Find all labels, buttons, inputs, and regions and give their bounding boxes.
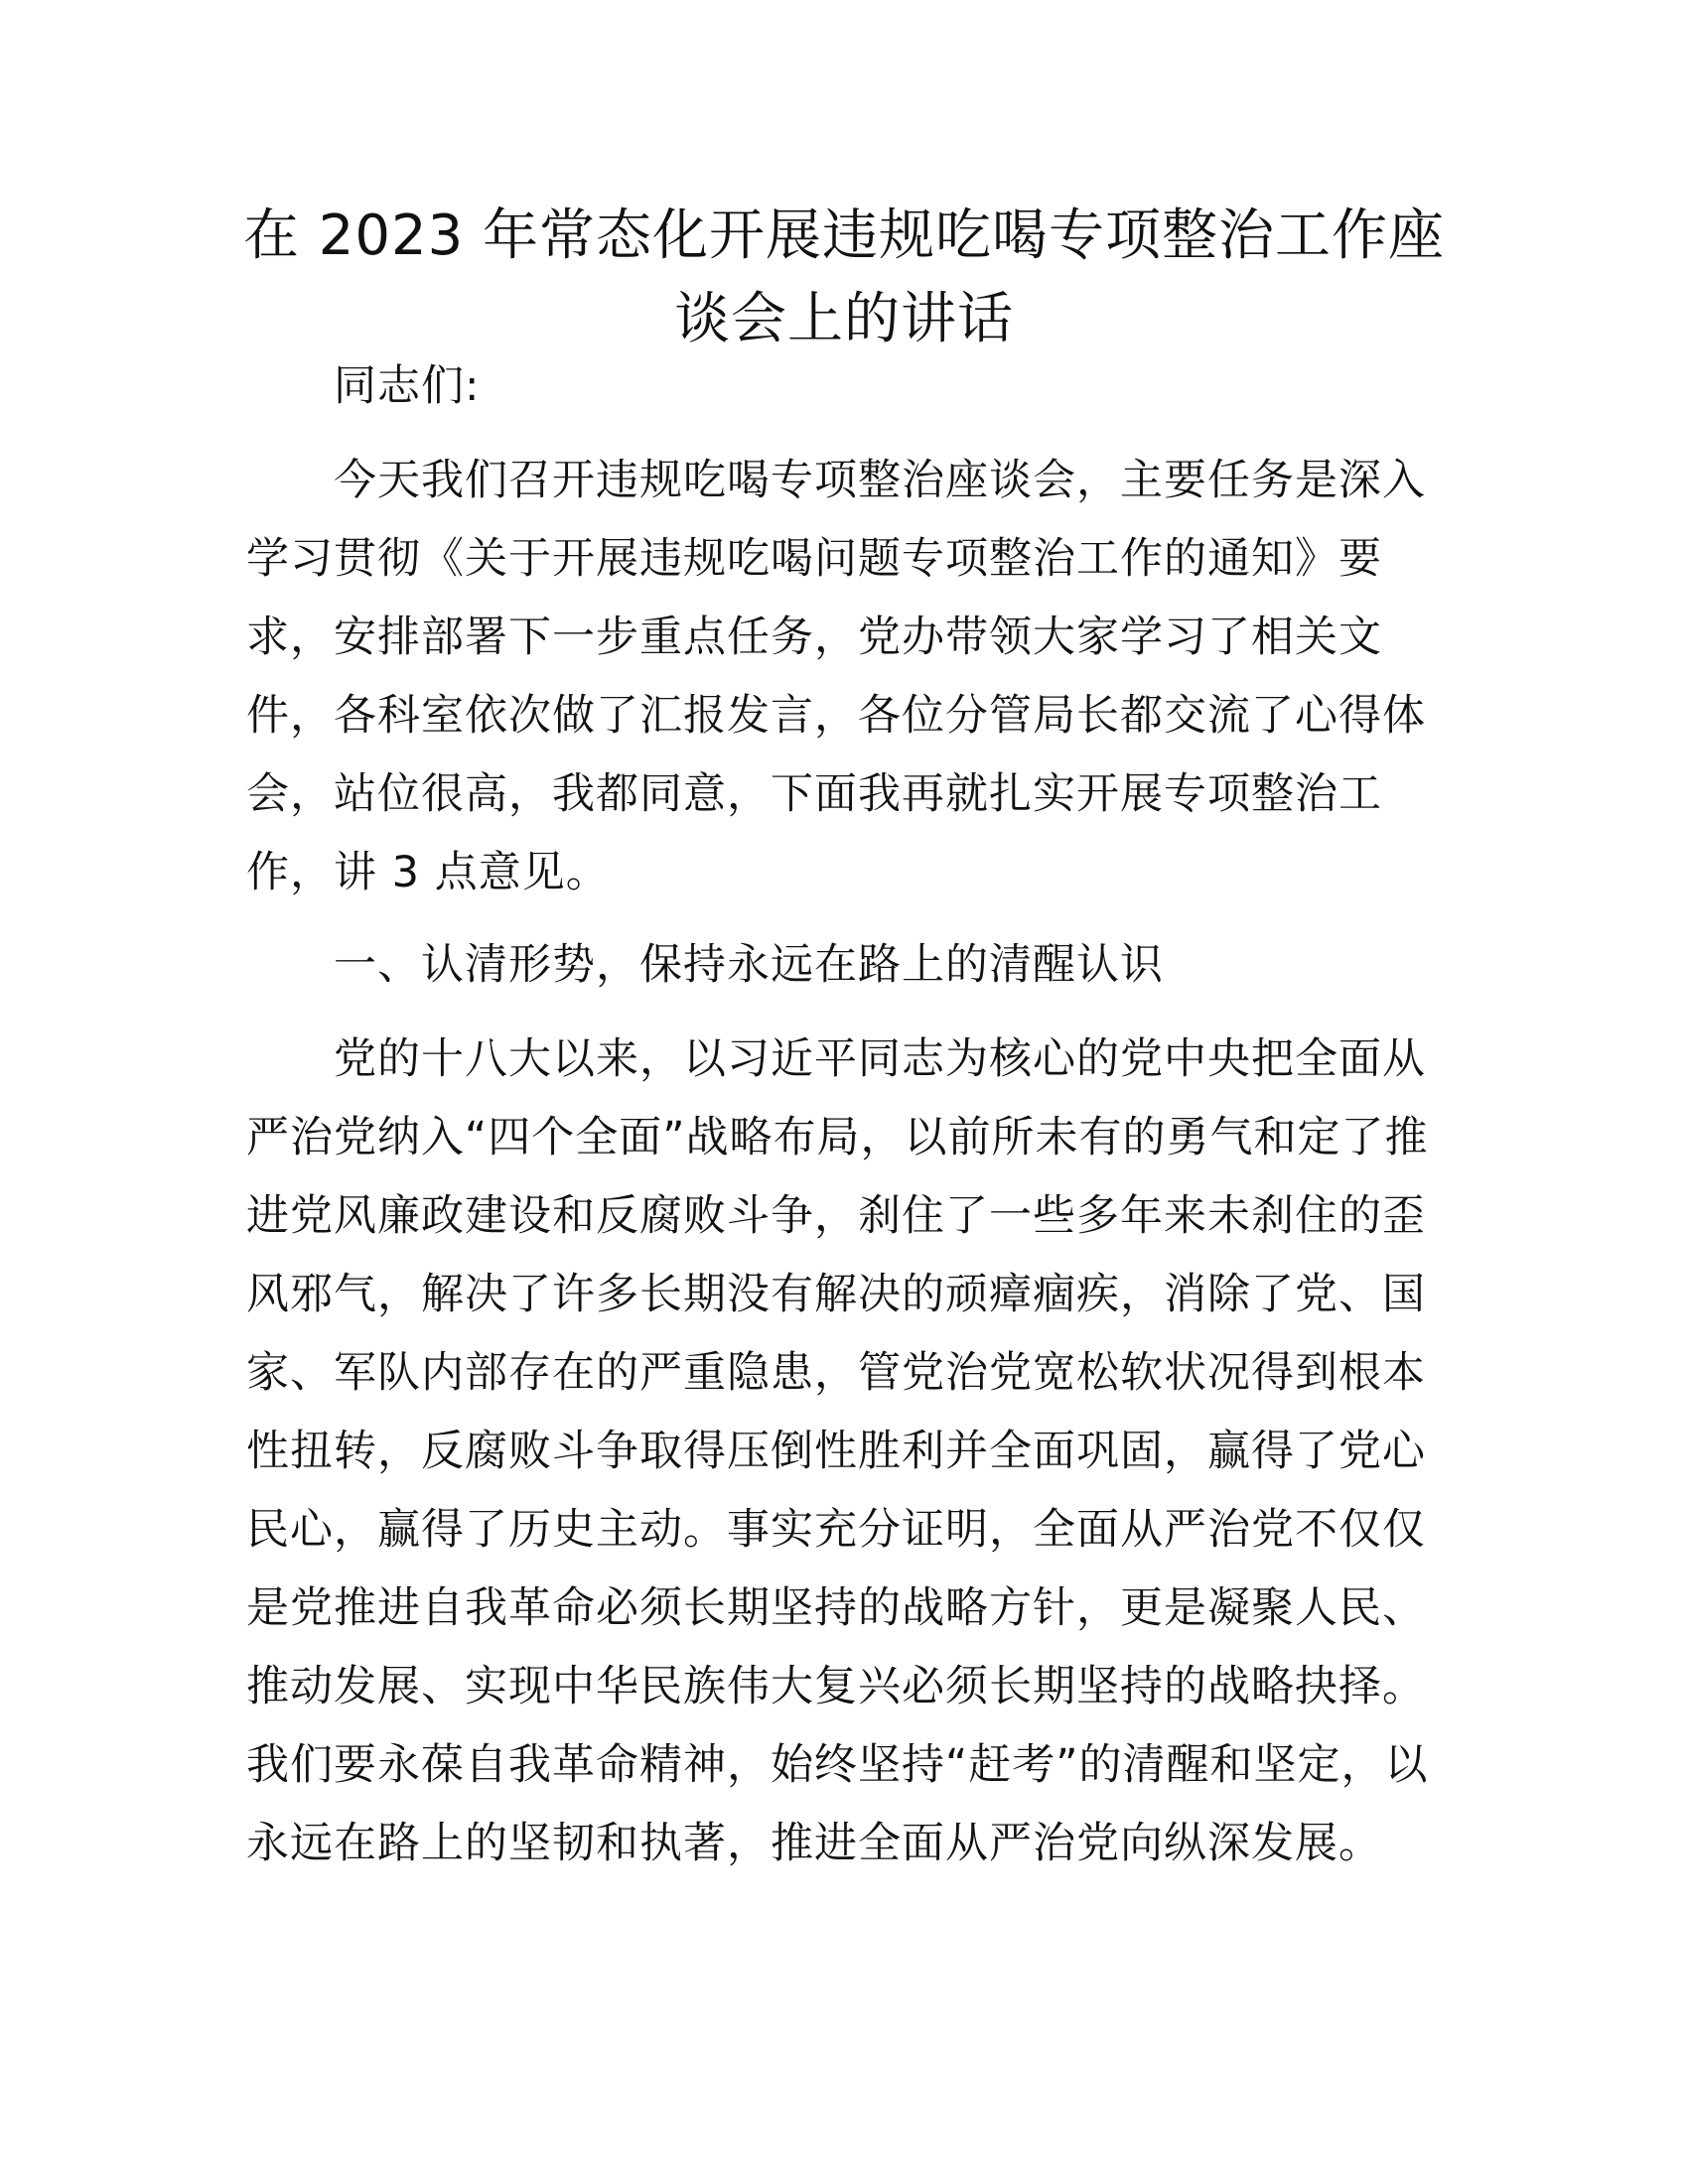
salutation: 同志们: — [334, 361, 481, 411]
title-line-2: 谈会上的讲话 — [674, 287, 1014, 351]
section-heading-1: 一、认清形势，保持永远在路上的清醒认识 — [334, 940, 1164, 990]
paragraph-1: 今天我们召开违规吃喝专项整治座谈会，主要任务是深入学习贯彻《关于开展违规吃喝问题专项整治工作的通知》要求，安排部署下一步重点任务，党办带领大家学习了相关文件，各科室依次做了汇报发言，各位分管局长都交流了心得体会，站位很高，我都同意，下面我再就扎实开展专项整治工作，讲 3 点意见。 — [246, 456, 1426, 897]
document-body — [246, 347, 1438, 1897]
document-title — [228, 195, 1460, 361]
paragraph-2: 党的十八大以来，以习近平同志为核心的党中央把全面从严治党纳入“四个全面”战略布局，以前所未有的勇气和定了推进党风廉政建设和反腐败斗争，刹住了一些多年来未刹住的歪风邪气，解决了许多长期没有解决的顽瘴痼疾，消除了党、国家、军队内部存在的严重隐患，管党治党宽松软状况得到根本性扭转，反腐败斗争取得压倒性胜利并全面巩固，赢得了党心民心，赢得了历史主动。事实充分证明，全面从严治党不仅仅是党推进自我革命必须长期坚持的战略方针，更是凝聚人民、推动发展、实现中华民族伟大复兴必须长期坚持的战略抉择。我们要永葆自我革命精神，始终坚持“赶考”的清醒和坚定，以永远在路上的坚韧和执著，推进全面从严治党向纵深发展。 — [246, 1034, 1429, 1868]
title-line-1: 在 2023 年常态化开展违规吃喝专项整治工作座 — [242, 204, 1446, 268]
